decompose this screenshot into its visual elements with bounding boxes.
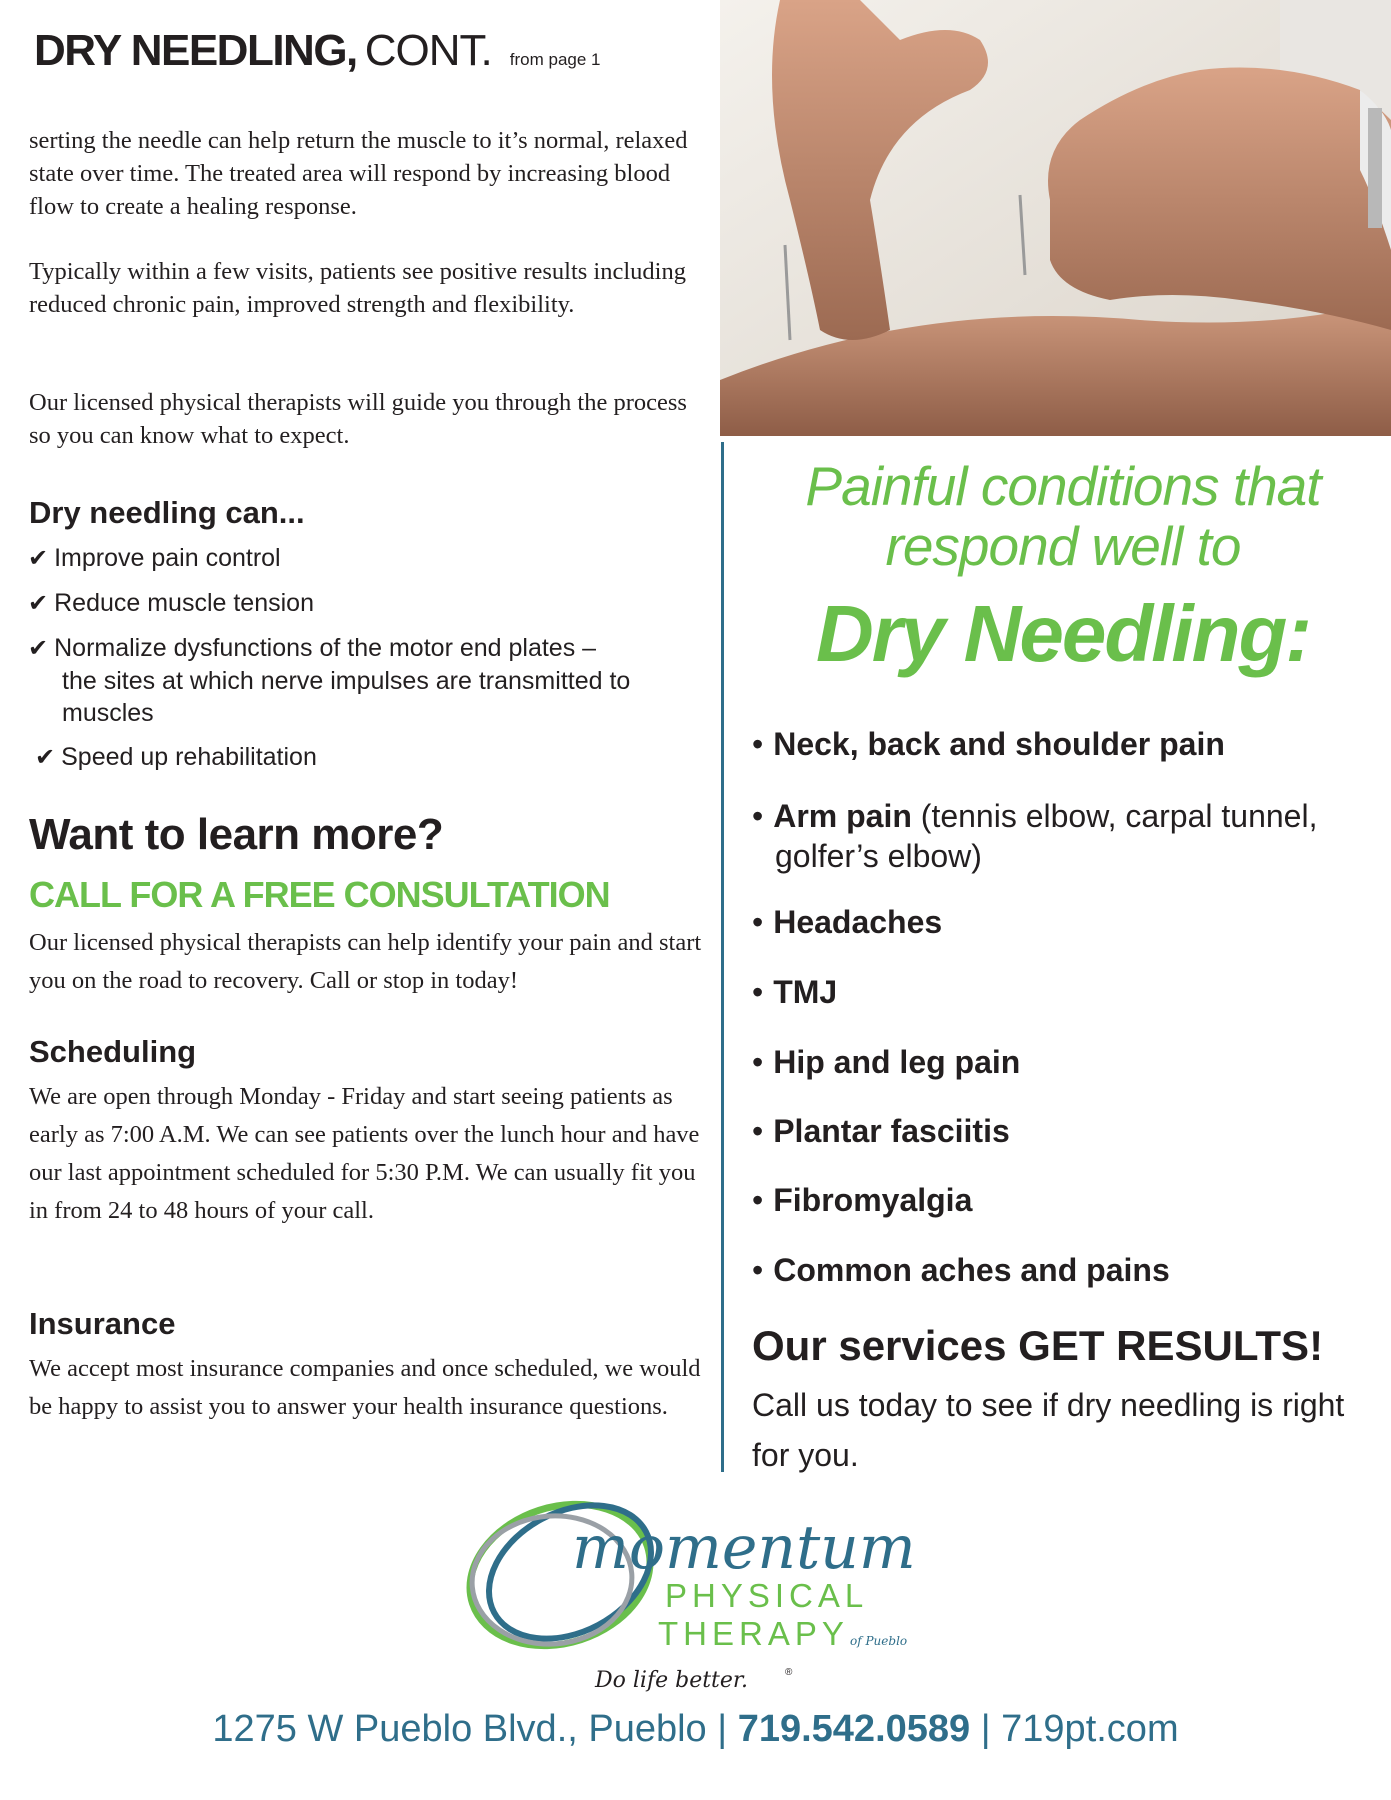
logo-word: momentum xyxy=(572,1513,916,1583)
results-heading: Our services GET RESULTS! xyxy=(752,1322,1324,1369)
condition-item: • TMJ xyxy=(752,974,838,1010)
bullet-icon: • xyxy=(752,1182,764,1218)
bullet-icon: • xyxy=(752,1252,764,1288)
condition-item: • Plantar fasciitis xyxy=(752,1113,1010,1149)
condition-item: • Fibromyalgia xyxy=(752,1182,973,1218)
footer-address: 1275 W Pueblo Blvd., Pueblo xyxy=(212,1708,707,1750)
check-icon: ✔ xyxy=(28,545,49,572)
scheduling-text: We are open through Monday - Friday and start seeing patients as early as 7:00 A.M. We can see patients over the lunch hour and have our last appointment scheduled for 5:30 P.M. We can usually fit you in from 24 to 48 hours of your call. xyxy=(29,1083,700,1224)
logo-line1: PHYSICAL xyxy=(665,1577,869,1614)
learn-more-heading: Want to learn more? xyxy=(29,810,444,859)
footer-separator: | xyxy=(980,1708,991,1750)
needling-photo xyxy=(720,0,1391,436)
bullet-icon: • xyxy=(752,1113,764,1149)
benefit-item: ✔ Improve pain control xyxy=(28,544,281,572)
bullet-icon: • xyxy=(752,974,764,1010)
logo-registered: ® xyxy=(785,1667,793,1678)
insurance-heading: Insurance xyxy=(29,1306,176,1341)
condition-item: • Neck, back and shoulder pain xyxy=(752,726,1225,762)
check-icon: ✔ xyxy=(28,590,49,617)
condition-item: • Headaches xyxy=(752,904,943,940)
check-icon: ✔ xyxy=(28,635,49,662)
conditions-title-emphasis: Dry Needling: xyxy=(815,589,1311,678)
benefit-item: ✔ Normalize dysfunctions of the motor end plates – the sites at which nerve impulses are transmitted to muscles xyxy=(28,634,631,727)
bullet-icon: • xyxy=(752,1044,764,1080)
bullet-icon: • xyxy=(752,726,764,762)
header-title-light: CONT. xyxy=(364,26,492,75)
intro-paragraph-3: Our licensed physical therapists will guide you through the process so you can know what to expect. xyxy=(29,389,687,449)
page-header xyxy=(34,26,601,76)
condition-item: • Hip and leg pain xyxy=(752,1044,1021,1080)
column-divider xyxy=(721,442,724,1472)
consultation-text: Our licensed physical therapists can help identify your pain and start you on the road to recovery. Call or stop in today! xyxy=(29,929,702,994)
logo-line2: THERAPY xyxy=(658,1615,849,1652)
consultation-heading: CALL FOR A FREE CONSULTATION xyxy=(29,874,610,915)
footer-contact xyxy=(0,1708,1391,1751)
footer-phone[interactable]: 719.542.0589 xyxy=(737,1708,971,1750)
footer-separator: | xyxy=(717,1708,728,1750)
condition-item: • Arm pain (tennis elbow, carpal tunnel, golfer’s elbow) xyxy=(752,798,1318,874)
bullet-icon: • xyxy=(752,904,764,940)
bullet-icon: • xyxy=(752,798,764,834)
benefit-item: ✔ Reduce muscle tension xyxy=(28,589,314,617)
momentum-logo xyxy=(460,1480,960,1695)
header-title-bold: DRY NEEDLING, xyxy=(34,26,357,75)
logo-tagline: Do life better. xyxy=(595,1668,749,1693)
benefit-item: ✔ Speed up rehabilitation xyxy=(35,743,317,771)
footer-website[interactable]: 719pt.com xyxy=(1001,1708,1179,1750)
can-heading: Dry needling can... xyxy=(29,495,305,530)
header-from-page: from page 1 xyxy=(509,50,601,69)
check-icon: ✔ xyxy=(35,744,56,771)
condition-item: • Common aches and pains xyxy=(752,1252,1170,1288)
intro-paragraph-1: serting the needle can help return the muscle to it’s normal, relaxed state over time. The treated area will respond by increasing blood flow to create a healing response. xyxy=(29,127,688,220)
intro-paragraph-2: Typically within a few visits, patients see positive results including reduced chronic pain, improved strength and flexibility. xyxy=(29,258,686,318)
conditions-title: Painful conditions that respond well to xyxy=(805,455,1321,577)
logo-suffix: of Pueblo xyxy=(850,1634,908,1648)
insurance-text: We accept most insurance companies and once scheduled, we would be happy to assist you to answer your health insurance questions. xyxy=(29,1355,701,1420)
scheduling-heading: Scheduling xyxy=(29,1034,197,1069)
results-text: Call us today to see if dry needling is right for you. xyxy=(752,1387,1345,1473)
